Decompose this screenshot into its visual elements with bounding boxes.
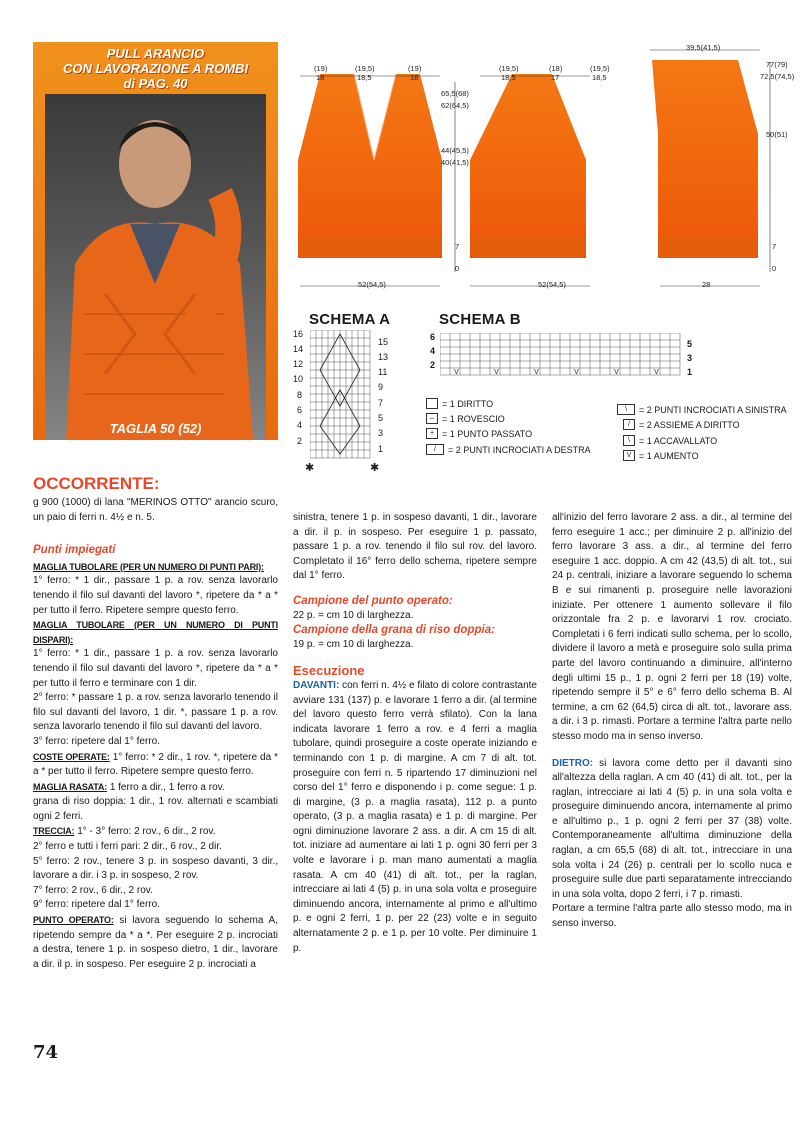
dim-label: 39,5(41,5) (686, 43, 721, 52)
row-number: 12 (293, 359, 304, 369)
operato-text-cont: sinistra, tenere 1 p. in sospeso davanti, 1 dir., lavorare a dir. il p. in sospeso. Per eseguire 1 p. passato, passare 1 p. a rov. tenendo il filo sul rov. del lavoro. Completato il 16° ferro dello schema, ripetere sempre dal 1° ferro. (293, 512, 537, 582)
increase-symbol-icon: V (623, 450, 635, 461)
campione-text: 19 p. = cm 10 di larghezza. (293, 638, 414, 650)
column-3 (552, 511, 792, 932)
dim-label: (19,5) (499, 64, 519, 73)
back-piece (470, 74, 586, 238)
dim-label: 0 (455, 264, 460, 273)
campione-heading: Campione del punto operato: (293, 594, 453, 607)
dim-label: (19) (314, 64, 328, 73)
sleeve-piece (652, 60, 758, 238)
purl-symbol-icon: – (426, 413, 438, 424)
svg-text:V: V (534, 368, 539, 376)
treccia-text: 1° - 3° ferro: 2 rov., 6 dir., 2 rov. (77, 826, 216, 838)
rasata-heading: MAGLIA RASATA: (33, 781, 108, 792)
legend-label: = 1 PUNTO PASSATO (442, 428, 533, 439)
tub-dispari-text: 3° ferro: ripetere dal 1° ferro. (33, 735, 160, 747)
dim-label: (19,5) (590, 64, 610, 73)
dietro-text: Portare a termine l'altra parte allo stesso modo, ma in senso inverso. (552, 903, 792, 930)
tub-dispari-text: 1° ferro: * 1 dir., passare 1 p. a rov. senza lavorarlo tenendo il filo sul davanti del lavoro *, ripetere da * a * per tutto il ferro e terminare con 1 dir. (33, 648, 278, 689)
svg-text:V: V (614, 368, 619, 376)
legend-item (623, 435, 717, 446)
row-number: 2 (297, 436, 303, 446)
slip-symbol-icon: + (426, 428, 438, 439)
dim-label: 52(54,5) (358, 280, 386, 289)
row-number: 5 (687, 339, 693, 349)
legend-item (623, 419, 740, 430)
legend-label: = 2 ASSIEME A DIRITTO (639, 419, 740, 430)
dim-label: 17 (551, 73, 560, 82)
legend-label: = 1 ROVESCIO (442, 413, 505, 424)
schema-a-title: SCHEMA A (309, 311, 391, 328)
repeat-star-icon: ✱ (370, 462, 380, 474)
riso-text: grana di riso doppia: 1 dir., 1 rov. alternati e scambiati ogni 2 ferri. (33, 796, 278, 822)
repeat-star-icon: ✱ (305, 462, 315, 474)
column-1 (33, 496, 278, 972)
occorrente-text: g 900 (1000) di lana "MERINOS OTTO" arancio scuro, un paio di ferri n. 4½ e n. 5. (33, 497, 278, 523)
tub-pari-heading: MAGLIA TUBOLARE (PER UN NUMERO DI PUNTI PARI): (33, 561, 264, 572)
legend-item (426, 398, 493, 409)
dim-label: 65,5(68) (441, 89, 469, 98)
punti-title: Punti impiegati (33, 544, 116, 557)
dim-label: 50(51) (766, 130, 788, 139)
k2tog-symbol-icon: / (623, 419, 635, 430)
operato-heading: PUNTO OPERATO: (33, 915, 114, 926)
knit-symbol-icon (426, 398, 438, 409)
rasata-text: 1 ferro a dir., 1 ferro a rov. (109, 781, 225, 793)
dim-label: 18,5 (501, 73, 516, 82)
dim-label: 72,5(74,5) (760, 72, 795, 81)
dim-label: (19,5) (355, 64, 375, 73)
row-number: 2 (430, 360, 436, 370)
svg-text:V: V (454, 368, 459, 376)
davanti-heading: DAVANTI: (293, 679, 340, 691)
legend-item (426, 428, 532, 439)
legend-label: = 1 ACCAVALLATO (639, 435, 718, 446)
esecuzione-heading: Esecuzione (293, 663, 365, 679)
photo-title-line: di PAG. 40 (123, 76, 188, 91)
dietro-heading: DIETRO: (552, 757, 594, 769)
row-number: 10 (293, 374, 304, 384)
dim-label: (19) (408, 64, 422, 73)
schema-b-grid (440, 333, 682, 377)
row-number: 8 (297, 390, 303, 400)
photo-title-line: PULL ARANCIO (106, 46, 205, 61)
dim-label: 52(54,5) (538, 280, 566, 289)
treccia-text: 5° ferro: 2 rov., tenere 3 p. in sospeso davanti, 3 dir., lavorare a dir. i 3 p. in sospeso, 2 rov. (33, 855, 278, 882)
svg-text:V: V (494, 368, 499, 376)
dim-label: 0 (772, 264, 777, 273)
row-number: 13 (378, 352, 389, 362)
size-label: TAGLIA 50 (52) (109, 421, 202, 436)
row-number: 5 (378, 413, 384, 423)
row-number: 4 (297, 420, 303, 430)
svg-text:V: V (654, 368, 659, 376)
campione-text: 22 p. = cm 10 di larghezza. (293, 609, 414, 621)
treccia-text: 2° ferro e tutti i ferri pari: 2 dir., 6 rov., 2 dir. (33, 841, 222, 853)
row-number: 1 (378, 444, 384, 454)
occorrente-title: OCCORRENTE: (33, 474, 160, 493)
davanti-text: con ferri n. 4½ e filato di colore contrastante avviare 131 (137) p. e lavorare 1 ferro a dir. (al termine del lavoro questo ferro verrà sfilato). Con la lana indicata lavorare 1 ferro a rov. e 4 ferri a maglia tubolare, quindi proseguire a coste operate iniziando e terminando con 1 p. di margine. A cm 7 di alt. tot. proseguire con ferri n. 5 ripartendo 17 diminuzioni nel corso del 1° ferro e disponendo i p. come segue: 1 p. di margine, (3 p. a maglia rasata), 112 p. a punto operato, (3 p. a maglia rasata) e 1 p. di margine. Per ogni diminuzione lavorare 2 ass. a dir. A cm 15 di alt. tot. iniziare ad aumentare ai lati 1 p. ogni 30 ferri per 3 volte e lavorare i p. man mano aumentati a maglia rasata. A cm 40 (41) di alt. tot., per la raglan, intrecciare ai lati 4 (5) p. in una sola volta e proseguire diminuendo ancora, internamente al primo e all'ultimo p. e ogni 2 ferri, 1 p. per 22 (23) volte e in seguito alternatamente 2 p. e 1 p. per 10 volte. Per diminuire 1 p. (293, 679, 537, 954)
skp-symbol-icon: \ (623, 435, 635, 446)
dim-label: 18 (316, 73, 325, 82)
row-number: 6 (430, 332, 436, 342)
davanti-text-cont: all'inizio del ferro lavorare 2 ass. a dir., al termine del ferro eseguire 1 acc.; per diminuire 2 p. all'inizio del ferro lavorare 3 ass. a dir., al termine del ferro eseguire 1 acc. doppio. A cm 42 (43,5) di alt. tot., sui 24 p. centrali, iniziare a lavorare seguendo lo schema B e sui rimanenti p. proseguire nelle lavorazioni iniziate. Per ottenere 1 aumento sollevare il filo orizzontale fra 2 p. e lavorarvi 1 rov. crociato. Completati i 6 ferri indicati sullo schema, per lo scollo, dividere il lavoro a metà e proseguire solo sulla prima parte del lavoro continuando a diminuire, all'interno degli ultimi 15 p., 1 p. ogni 2 ferri per 18 (19) volte, ripetendo sempre il 5° e 6° ferro dello schema B. Al termine, a cm 62 (64,5) circa di alt. tot., lavorare ass. a dir. i 3 p. rimasti. Portare a termine l'altra parte nello stesso modo ma in senso inverso. (552, 512, 792, 742)
dim-label: 28 (702, 280, 711, 289)
photo-title-line: CON LAVORAZIONE A ROMBI (62, 61, 249, 76)
campione-heading: Campione della grana di riso doppia: (293, 624, 495, 637)
row-number: 9 (378, 382, 384, 392)
svg-text:V: V (574, 368, 579, 376)
row-number: 14 (293, 344, 304, 354)
legend-item (623, 450, 699, 461)
legend-label: = 2 PUNTI INCROCIATI A SINISTRA (639, 404, 787, 415)
treccia-text: 9° ferro: ripetere dal 1° ferro. (33, 899, 160, 911)
operato-text: si lavora seguendo lo schema A, ripetendo sempre da * a *. Per eseguire 2 p. incrociati a destra, tenere 1 p. in sospeso dietro, 1 dir., lavorare a dir. il p. in sospeso. Per eseguire 2 p. incrociati a (33, 915, 278, 970)
row-number: 7 (378, 398, 384, 408)
page-number: 74 (33, 1042, 59, 1063)
legend-label: = 2 PUNTI INCROCIATI A DESTRA (448, 444, 591, 455)
coste-text: 1° ferro: * 2 dir., 1 rov. *, ripetere da * a * per tutto il ferro. Ripetere sempre questo ferro. (33, 751, 278, 778)
dim-label: 7 (455, 242, 460, 251)
dim-label: (18) (549, 64, 563, 73)
row-number: 1 (687, 367, 693, 377)
legend-label: = 1 AUMENTO (639, 450, 699, 461)
tub-pari-text: 1° ferro: * 1 dir., passare 1 p. a rov. senza lavorarlo tenendo il filo sul davanti del lavoro *, ripetere da * a * per tutto il ferro. Ripetere sempre questo ferro. (33, 575, 278, 616)
dim-label: 62(64,5) (441, 101, 469, 110)
legend-item (426, 444, 591, 455)
garment-photo (33, 42, 278, 440)
column-2 (293, 511, 537, 956)
schema-b-title: SCHEMA B (439, 311, 521, 328)
coste-heading: COSTE OPERATE: (33, 751, 110, 762)
tub-dispari-heading: MAGLIA TUBOLARE (PER UN NUMERO DI PUNTI DISPARI): (33, 620, 278, 645)
schema-a-grid (310, 330, 372, 460)
row-number: 16 (293, 329, 304, 339)
dim-label: 18 (410, 73, 419, 82)
dim-label: 77(79) (766, 60, 788, 69)
model-illustration (45, 94, 266, 440)
legend-label: = 1 DIRITTO (442, 398, 494, 409)
legend-item (617, 404, 787, 415)
treccia-heading: TRECCIA: (33, 826, 75, 837)
cross-left-symbol-icon: \ (617, 404, 635, 415)
row-number: 15 (378, 337, 389, 347)
row-number: 3 (687, 353, 693, 363)
dim-label: 18,5 (357, 73, 372, 82)
row-number: 3 (378, 428, 384, 438)
treccia-text: 7° ferro: 2 rov., 6 dir., 2 rov. (33, 884, 153, 896)
legend-item (426, 413, 505, 424)
dim-label: 18,5 (592, 73, 607, 82)
row-number: 4 (430, 346, 436, 356)
model-photo (45, 94, 266, 440)
dim-label: 40(41,5) (441, 158, 469, 167)
cross-right-symbol-icon: / (426, 444, 444, 455)
front-piece (298, 74, 442, 238)
tub-dispari-text: 2° ferro: * passare 1 p. a rov. senza lavorarlo tenendo il filo sul davanti del lavoro, 1 dir. *, passare 1 p. a rov. senza lavorarlo tenendo il filo sul davanti del lavoro. (33, 692, 278, 733)
dim-label: 44(45,5) (441, 146, 469, 155)
row-number: 11 (378, 367, 388, 377)
photo-title (33, 46, 278, 91)
row-number: 6 (297, 405, 303, 415)
dietro-text: si lavora come detto per il davanti sino all'altezza della raglan. A cm 40 (41) di alt. tot., per la raglan, intrecciare ai lati 4 (5) p. in una sola volta e proseguire diminuendo ancora, internamente al primo e all'ultimo p., 1 p. ogni 2 ferri per 37 (38) volte. Contemporaneamente all'ultima diminuzione della raglan, a cm 65,5 (68) di alt. tot., intrecciare in una sola volta i 24 (26) p. centrali per lo scollo nuca e proseguire sulle due parti separatamente intrecciando in una sola volta, dopo 2 ferri, i 7 p. rimasti. (552, 757, 792, 900)
dim-label: 7 (772, 242, 777, 251)
